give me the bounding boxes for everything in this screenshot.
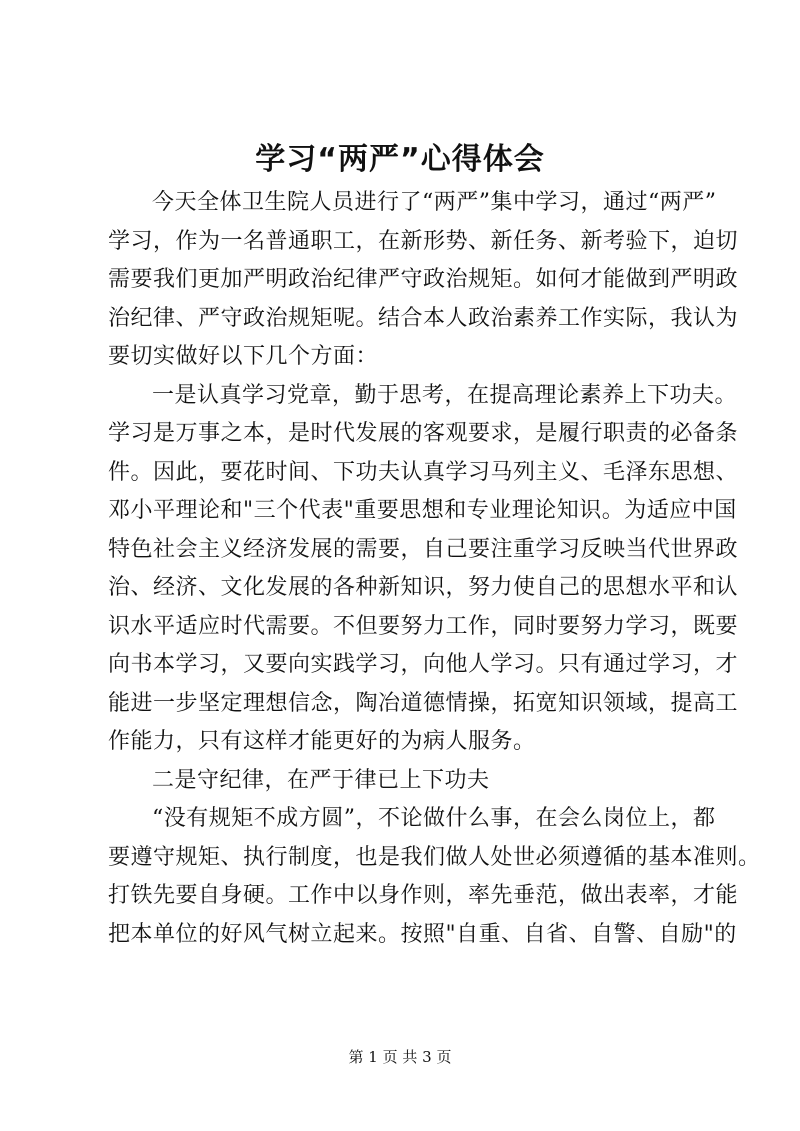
text-line: 邓小平理论和"三个代表"重要思想和专业理论知识。为适应中国 [108, 498, 737, 523]
text-line: 作能力，只有这样才能更好的为病人服务。 [108, 729, 536, 754]
text-line: 要切实做好以下几个方面： [108, 344, 379, 369]
text-line: 治、经济、文化发展的各种新知识，努力使自己的思想水平和认 [108, 575, 739, 600]
text-line: 一是认真学习党章，勤于思考，在提高理论素养上下功夫。 [152, 382, 738, 408]
text-line: 学习，作为一名普通职工，在新形势、新任务、新考验下，迫切 [108, 228, 739, 254]
text-line: 二是守纪律，在严于律已上下功夫 [152, 767, 490, 793]
text-line: 打铁先要自身硬。工作中以身作则，率先垂范，做出表率，才能 [108, 883, 739, 908]
text-line: 特色社会主义经济发展的需要，自己要注重学习反映当代世界政 [108, 536, 739, 562]
text-line: 识水平适应时代需要。不但要努力工作，同时要努力学习，既要 [108, 613, 739, 639]
text-line: 学习是万事之本，是时代发展的客观要求，是履行职责的必备条 [108, 421, 739, 446]
page-footer: 第 1 页 共 3 页 [348, 1048, 452, 1066]
text-line: 今天全体卫生院人员进行了“两严”集中学习，通过“两严” [152, 190, 717, 215]
document-body [108, 184, 761, 954]
text-line: 向书本学习，又要向实践学习，向他人学习。只有通过学习，才 [108, 652, 739, 677]
text-line: 要遵守规矩、执行制度，也是我们做人处世必须遵循的基本准则。 [108, 844, 761, 870]
text-line: 需要我们更加严明政治纪律严守政治规矩。如何才能做到严明政 [108, 267, 739, 292]
text-line: 件。因此，要花时间、下功夫认真学习马列主义、毛泽东思想、 [108, 459, 739, 485]
text-line: 能进一步坚定理想信念，陶冶道德情操，拓宽知识领域，提高工 [108, 690, 739, 716]
text-line: “没有规矩不成方圆”，不论做什么事，在会么岗位上，都 [152, 806, 716, 831]
text-line: 把本单位的好风气树立起来。按照"自重、自省、自警、自励"的 [108, 921, 737, 947]
document-title: 学习“两严”心得体会 [255, 142, 545, 177]
text-line: 治纪律、严守政治规矩呢。结合本人政治素养工作实际，我认为 [108, 305, 739, 331]
